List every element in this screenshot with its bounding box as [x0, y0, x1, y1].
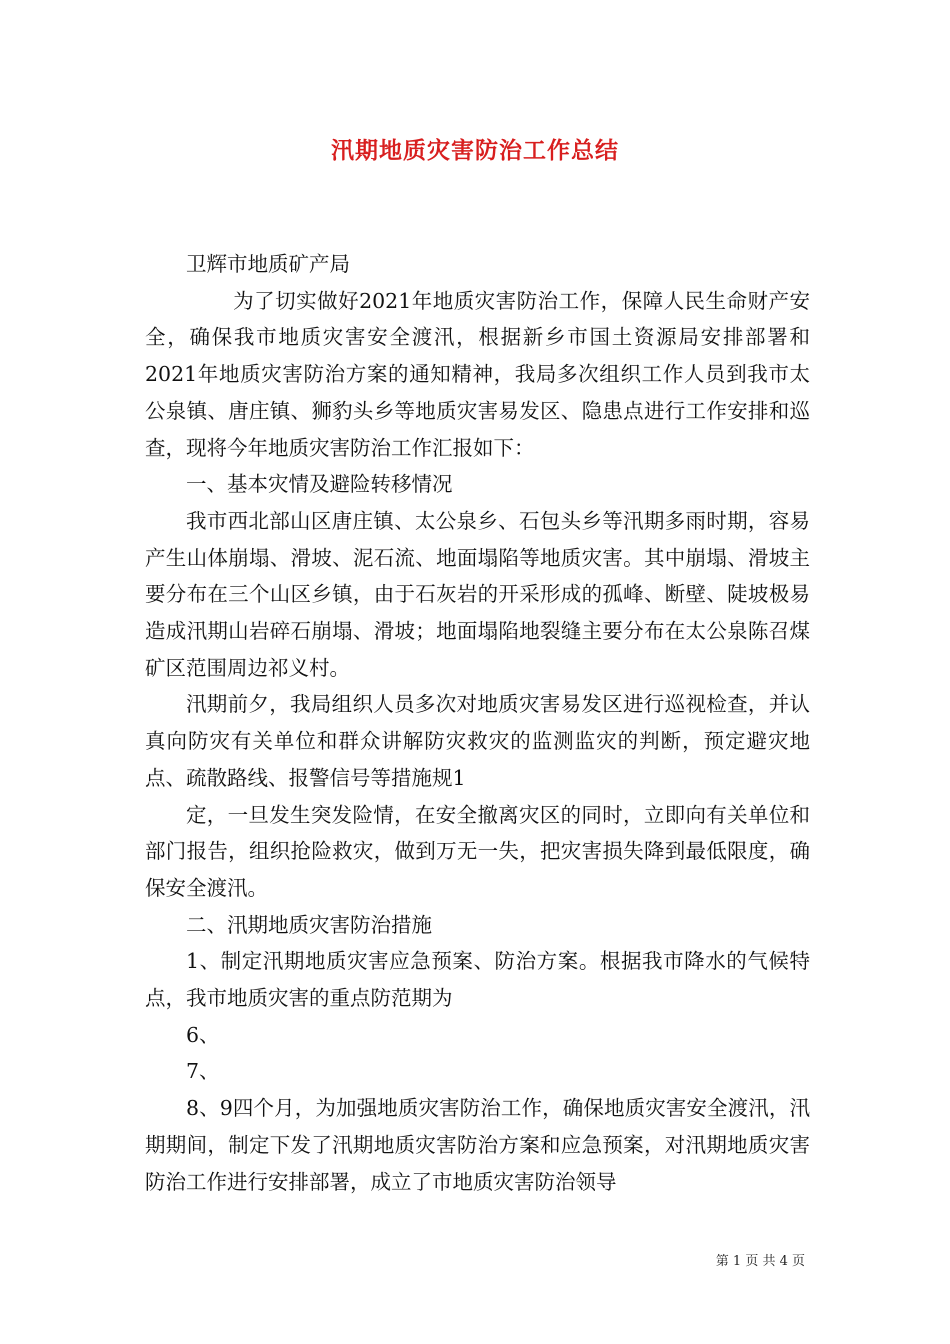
document-body	[145, 246, 810, 1200]
section-heading-1: 一、基本灾情及避险转移情况	[186, 472, 453, 497]
paragraph: 1、制定汛期地质灾害应急预案、防治方案。根据我市降水的气候特点，我市地质灾害的重点防范期为	[145, 949, 810, 1011]
paragraph: 定，一旦发生突发险情，在安全撤离灾区的同时，立即向有关单位和部门报告，组织抢险救灾，做到万无一失，把灾害损失降到最低限度，确保安全渡汛。	[145, 802, 810, 900]
paragraph: 汛期前夕，我局组织人员多次对地质灾害易发区进行巡视检查，并认真向防灾有关单位和群众讲解防灾救灾的监测监灾的判断，预定避灾地点、疏散路线、报警信号等措施规1	[145, 692, 810, 790]
paragraph-intro: 为了切实做好2021年地质灾害防治工作，保障人民生命财产安全，确保我市地质灾害安全渡汛，根据新乡市国土资源局安排部署和2021年地质灾害防治方案的通知精神，我局多次组织工作人员到我市太公泉镇、唐庄镇、狮豹头乡等地质灾害易发区、隐患点进行工作安排和巡查，现将今年地质灾害防治工作汇报如下：	[145, 288, 810, 460]
paragraph: 8、9四个月，为加强地质灾害防治工作，确保地质灾害安全渡汛，汛期期间，制定下发了汛期地质灾害防治方案和应急预案，对汛期地质灾害防治工作进行安排部署，成立了市地质灾害防治领导	[145, 1096, 810, 1194]
paragraph: 7、	[186, 1059, 220, 1084]
section-heading-2: 二、汛期地质灾害防治措施	[186, 912, 432, 937]
page-number-footer: 第 1 页 共 4 页	[715, 1254, 805, 1269]
paragraph: 我市西北部山区唐庄镇、太公泉乡、石包头乡等汛期多雨时期，容易产生山体崩塌、滑坡、泥石流、地面塌陷等地质灾害。其中崩塌、滑坡主要分布在三个山区乡镇，由于石灰岩的开采形成的孤峰、断壁、陡坡极易造成汛期山岩碎石崩塌、滑坡；地面塌陷地裂缝主要分布在太公泉陈召煤矿区范围周边祁义村。	[145, 508, 810, 680]
document-title: 汛期地质灾害防治工作总结	[331, 137, 619, 164]
paragraph: 6、	[186, 1022, 220, 1047]
author-line: 卫辉市地质矿产局	[186, 252, 350, 276]
